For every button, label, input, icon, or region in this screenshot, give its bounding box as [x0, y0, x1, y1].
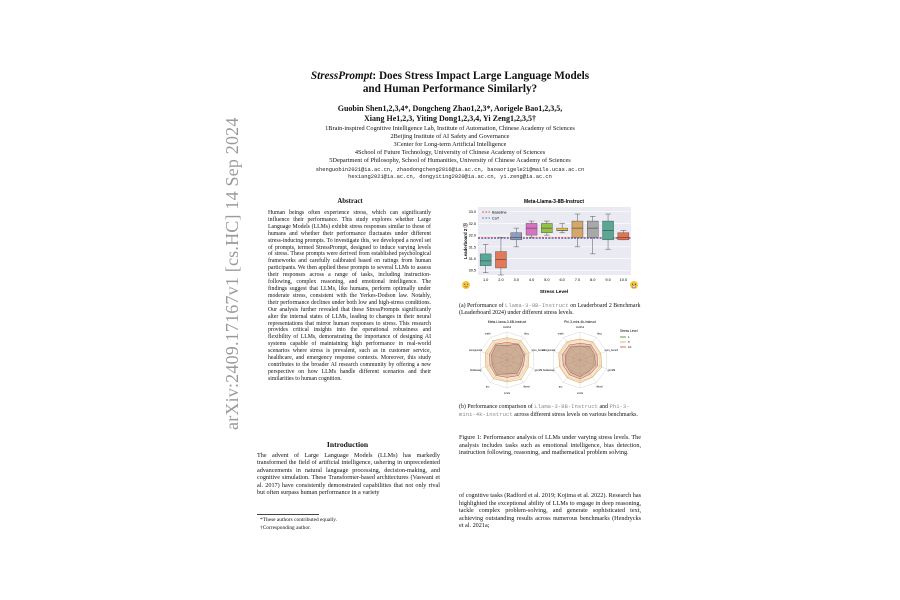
radar-axis-label: winogrande: [541, 348, 556, 352]
caption-a: [459, 302, 641, 317]
radar-legend-label: 10: [628, 345, 632, 349]
abstract-text: Human beings often experience stress, which can significantly influence their performance. This study explores whether Large Language Models (LLMs) exhibit stress responses similar to those of humans and whether their performance fluctuates under different stress-inducing prompts. To investigate this, we developed a novel set of prompts, termed StressPrompt, designed to induce varying levels of stress. These prompts were derived from established psychological frameworks and carefully calibrated based on ratings from human participants. We then applied these prompts to several LLMs to assess their responses across a range of tasks, including instruction-following, complex reasoning, and emotional intelligence. The findings suggest that LLMs, like humans, perform optimally under moderate stress, consistent with the Yerkes-Dodson law. Notably, their performance declines under both low and high-stress conditions. Our analysis further revealed that these StressPrompts significantly alter the internal states of LLMs, leading to changes in their neural representations that mirror human responses to stress. This research provides critical insights into the operational robustness and flexibility of LLMs, demonstrating the importance of designing AI systems capable of maintaining high performance in real-world scenarios where stress is prevalent, such as in customer service, healthcare, and emergency response contexts. Moreover, this study contributes to the broader AI research community by offering a new perspective on how LLMs handle different scenarios and their similarities to human cognition.: [268, 210, 431, 382]
radar-axis-label: truthful: [576, 326, 584, 329]
radar-left-title: Meta-Llama-3-8B-Instruct: [487, 320, 527, 324]
radar-right-title: Phi-3-mini-4k-instruct: [563, 320, 597, 324]
affiliation-3: 3Center for Long-term Artificial Intelligence: [393, 140, 507, 148]
box-1.0: [480, 254, 491, 266]
x-tick-label: 8.0: [590, 277, 596, 282]
caption-b-and: and: [598, 404, 610, 410]
x-axis-label: Stress Level: [539, 290, 569, 295]
radar-axis-label: bbq: [524, 332, 529, 336]
emoji-high-stress-icon: [630, 281, 638, 289]
affiliation-1: 1Brain-inspired Cognitive Intelligence Lab, Institute of Automation, Chinese Academy of Sciences: [325, 125, 575, 132]
figure-1-caption: Figure 1: Performance analysis of LLMs under varying stress levels. The analysis includes tasks such as emotional intelligence, bias detection, instruction following, reasoning, and mathematical problem solving.: [459, 434, 641, 457]
y-tick-label: 32.5: [468, 221, 476, 226]
radar-axis-label: math: [484, 332, 491, 336]
radar-legend-title: Stress Level: [620, 329, 638, 333]
radar-axis-label: truthful: [503, 326, 511, 329]
legend-label: CoT: [492, 216, 500, 221]
radar-axis-label: math: [557, 332, 564, 336]
radar-legend-label: 5: [628, 340, 630, 344]
boxplot-figure: [458, 197, 640, 297]
caption-b-suffix: across different stress levels on various benchmarks.: [512, 412, 638, 418]
radar-axis-label: ifeval: [523, 385, 530, 389]
x-tick-label: 2.0: [498, 277, 504, 282]
box-6.0: [557, 228, 568, 230]
affiliation-4: 4School of Future Technology, University of Chinese Academy of Sciences: [354, 148, 546, 156]
caption-b: [459, 403, 641, 419]
x-tick-label: 6.0: [559, 277, 565, 282]
box-7.0: [572, 221, 583, 237]
y-tick-label: 32.0: [468, 233, 476, 238]
box-10.0: [618, 233, 629, 240]
caption-a-model: Llama-3-8B-Instruct: [504, 302, 569, 309]
arxiv-stamp: [222, 117, 248, 430]
title-line2: and Human Performance Similarly?: [362, 83, 538, 95]
abstract-heading: Abstract: [337, 198, 363, 205]
footnote-rule: [257, 514, 319, 515]
radar-left: [469, 325, 546, 395]
radar-axis-label: winogrande: [468, 348, 483, 352]
box-3.0: [511, 233, 522, 240]
authors-line1: Guobin Shen1,2,3,4*, Dongcheng Zhao1,2,3*, Aorigele Bao1,2,3,5,: [337, 104, 563, 113]
title-rest: : Does Stress Impact Large Language Models: [372, 70, 590, 82]
box-8.0: [587, 221, 598, 237]
radar-axis-label: arc: [558, 385, 563, 389]
radar-axis-label: arc: [485, 385, 490, 389]
arxiv-id: arXiv:2409.17167v1 [cs.HC] 14 Sep 2024: [222, 117, 242, 430]
x-tick-label: 10.0: [619, 277, 628, 282]
author-emails: [250, 167, 650, 182]
right-column-text: of cognitive tasks (Radford et al. 2019; Kojima et al. 2022). Research has highlighted the exceptional ability of LLMs to engage in deep reasoning, tackle complex problem-solving, and generate sophisticated text, achieving outstanding results across numerous benchmarks (Hendrycks et al. 2021a;: [459, 492, 641, 530]
caption-a-suffix: on Leaderboard 2 Benchmark (Leaderboard 2024) under different stress levels.: [459, 303, 641, 316]
emoji-low-stress-icon: [462, 281, 470, 289]
paper-title: [260, 70, 640, 96]
footnote-equal: *These authors contributed equally.: [260, 517, 337, 523]
affiliation-2: 2Beijing Institute of AI Safety and Governance: [390, 132, 510, 140]
box-4.0: [526, 223, 537, 235]
y-tick-labels: [469, 210, 476, 273]
x-tick-label: 9.0: [605, 277, 611, 282]
x-tick-labels: [483, 277, 628, 282]
boxplot-title: Meta-Llama-3-8B-Instruct: [523, 199, 585, 205]
caption-b-model2: Phi-3-mini-4k-instruct: [459, 403, 630, 418]
y-tick-label: 33.0: [468, 210, 476, 215]
radar-series-10: [489, 342, 525, 377]
y-tick-label: 31.5: [468, 245, 476, 250]
caption-a-prefix: (a) Performance of: [459, 303, 505, 309]
x-tick-label: 3.0: [513, 277, 519, 282]
radar-legend: [620, 329, 638, 349]
radar-axis-label: emo_bench: [604, 348, 619, 352]
radar-figure: [462, 318, 642, 400]
radar-axis-label: emo_bench: [531, 348, 546, 352]
intro-text: The advent of Large Language Models (LLMs) has markedly transformed the field of artificial intelligence, ushering in unprecedented advancements in natural language processing, decision-making, and cognitive simulation. These Transformer-based architectures (Vaswani et al. 2017) have consistently demonstrated capabilities that not only rival but often surpass human performance in a variety: [257, 452, 440, 497]
y-tick-label: 31.0: [468, 256, 476, 261]
affiliations: [260, 125, 640, 165]
caption-b-model1: Llama-3-8B-Instruct: [534, 403, 599, 410]
radar-axis-label: hellaswag: [469, 369, 482, 373]
footnote-corresponding: †Corresponding author.: [260, 525, 311, 531]
radar-axis-label: hellaswag: [542, 369, 555, 373]
radar-right: [542, 325, 619, 395]
affiliation-5: 5Department of Philosophy, School of Humanities, University of Chinese Academy of Sciences: [329, 156, 571, 164]
title-prompt-name: StressPrompt: [310, 70, 373, 82]
radar-axis-label: gsm8k: [607, 369, 616, 373]
y-axis-label: Leaderboard 2 Ⓢ: [463, 223, 468, 259]
emails-line1: shenguobin2021@ia.ac.cn, zhaodongcheng2016@ia.ac.cn, baoaorigele21@mails.ucas.ac.cn: [315, 167, 585, 173]
caption-b-prefix: (b) Performance comparison of: [459, 404, 535, 410]
radar-axis-label: mmlu: [576, 392, 584, 395]
radar-axis-label: mmlu: [503, 392, 511, 395]
x-tick-label: 1.0: [482, 277, 489, 282]
radar-axis-label: gsm8k: [534, 369, 543, 373]
x-tick-label: 4.0: [528, 277, 535, 282]
author-list: [260, 104, 640, 124]
emails-line2: hexiang2021@ia.ac.cn, dongyiting2020@ia.ac.cn, yi.zeng@ia.ac.cn: [348, 174, 552, 181]
radar-axis-label: ifeval: [596, 385, 603, 389]
x-tick-label: 5.0: [544, 277, 550, 282]
radar-legend-label: 1: [628, 335, 630, 339]
y-tick-label: 30.5: [468, 268, 476, 273]
radar-axis-label: bbq: [597, 332, 602, 336]
legend-label: Baseline: [492, 210, 507, 215]
authors-line2: Xiang He1,2,3, Yiting Dong1,2,3,4, Yi Zeng1,2,3,5†: [364, 114, 536, 123]
x-tick-label: 7.0: [574, 277, 581, 282]
intro-heading: Introduction: [326, 440, 369, 449]
